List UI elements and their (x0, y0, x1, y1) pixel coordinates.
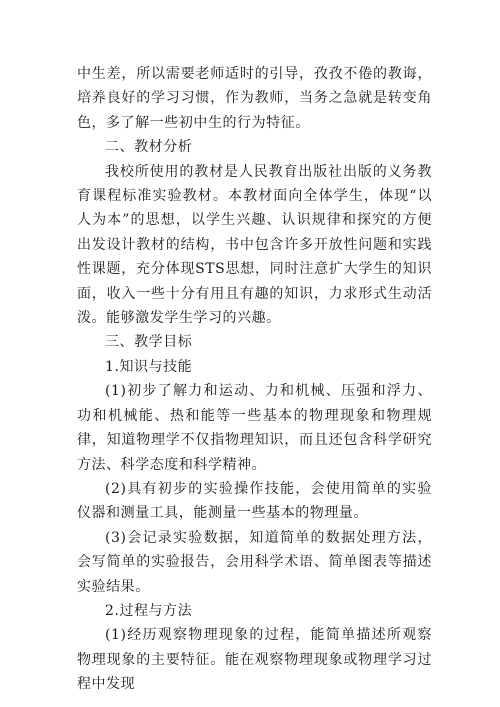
paragraph-objective-1-1: (1)初步了解力和运动、力和机械、压强和浮力、功和机械能、热和能等一些基本的物理现象和物理规律，知道物理学不仅指物理知识，而且还包含科学研究方法、科学态度和科学精神。 (77, 383, 432, 473)
subheading-process-methods: 2.过程与方法 (105, 602, 193, 619)
paragraph-teaching-material: 我校所使用的教材是人民教育出版社出版的义务教育课程标准实验教材。本教材面向全体学生，体现“以人为本”的思想，以学生兴趣、认识规律和探究的方便出发设计教材的结构，书中包含许多开放性问题和实践性课题，充分体现STS思想，同时注意扩大学生的知识面，收入一些十分有用且有趣的知识，力求形式生动活泼。能够激发学生学习的兴趣。 (77, 163, 432, 327)
subheading-knowledge-skills: 1.知识与技能 (105, 358, 193, 375)
document-body (77, 62, 432, 697)
paragraph-objective-1-2: (2)具有初步的实验操作技能，会使用简单的实验仪器和测量工具，能测量一些基本的物理量。 (77, 480, 432, 522)
paragraph-objective-2-1: (1)经历观察物理现象的过程，能简单描述所观察物理现象的主要特征。能在观察物理现象或物理学习过程中发现 (77, 627, 432, 693)
paragraph-continuation: 中生差，所以需要老师适时的引导，孜孜不倦的教诲，培养良好的学习习惯，作为教师，当务之急就是转变角色，多了解一些初中生的行为特征。 (77, 66, 432, 131)
heading-teaching-objectives: 三、教学目标 (105, 334, 193, 351)
paragraph-objective-1-3: (3)会记录实验数据，知道简单的数据处理方法，会写简单的实验报告，会用科学术语、简单图表等描述实验结果。 (77, 529, 432, 595)
heading-teaching-material-analysis: 二、教材分析 (105, 139, 193, 156)
